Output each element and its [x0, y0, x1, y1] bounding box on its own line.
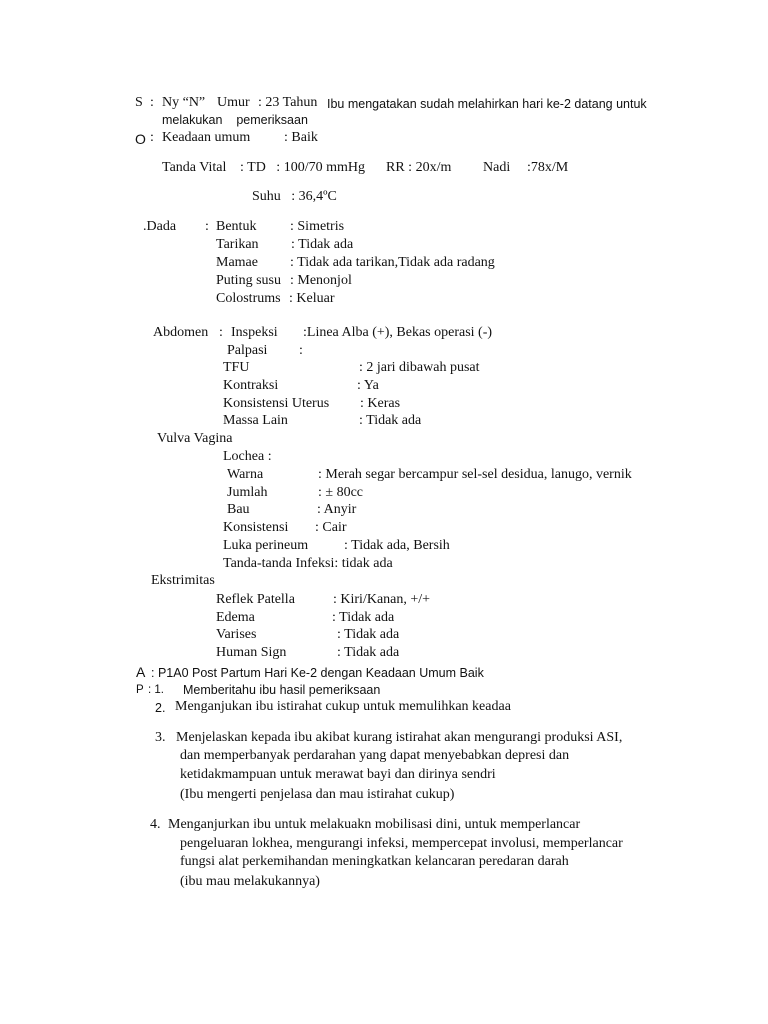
keadaan-umum-value: : Baik — [284, 130, 318, 145]
plan-item-text: (ibu mau melakukannya) — [180, 874, 320, 889]
konsistensi-value: : Cair — [315, 520, 347, 535]
ekstrimitas-value: : Tidak ada — [337, 645, 400, 660]
ekstrimitas-value: : Kiri/Kanan, +/+ — [333, 592, 431, 607]
dada-key: Tarikan — [216, 237, 259, 252]
luka-perineum-value: : Tidak ada, Bersih — [344, 538, 450, 553]
s-separator: : — [150, 95, 154, 110]
palpasi-label: Palpasi — [227, 343, 268, 358]
suhu-value: Suhu : 36,4ºC — [252, 189, 337, 204]
ekstrimitas-value: : Tidak ada — [332, 610, 395, 625]
plan-item-text: pengeluaran lokhea, mengurangi infeksi, mempercepat involusi, memperlancar — [180, 836, 623, 851]
tanda-vital-label: Tanda Vital — [162, 160, 227, 175]
plan-item-text: fungsi alat perkemihandan meningkatkan kelancaran peredaran darah — [180, 854, 569, 869]
luka-perineum-label: Luka perineum — [223, 538, 309, 553]
o-label: O — [135, 131, 146, 147]
p-label: P — [136, 684, 144, 696]
plan-item-number: 4. — [150, 817, 161, 832]
dada-value: : Menonjol — [290, 273, 352, 288]
plan-item-text: ketidakmampuan untuk merawat bayi dan dirinya sendri — [180, 767, 496, 782]
plan-item-text: Menganjurkan ibu untuk melakuakn mobilisasi dini, untuk memperlancar — [168, 817, 581, 832]
nadi-label: Nadi — [483, 160, 511, 175]
subjective-complaint-line2: melakukan pemeriksaan — [162, 113, 308, 127]
plan-item-text: Menganjukan ibu istirahat cukup untuk memulihkan keadaa — [175, 699, 511, 714]
abdomen-value: : 2 jari dibawah pusat — [359, 360, 480, 375]
plan-item-text: dan memperbanyak perdarahan yang dapat menyebabkan depresi dan — [180, 748, 570, 763]
lochea-key: Jumlah — [227, 485, 268, 500]
dada-key: Bentuk — [216, 219, 257, 234]
assessment-text: : P1A0 Post Partum Hari Ke-2 dengan Keadaan Umum Baik — [151, 666, 484, 680]
abdomen-key: Massa Lain — [223, 413, 288, 428]
plan-item-text: Memberitahu ibu hasil pemeriksaan — [183, 683, 381, 697]
tanda-infeksi: Tanda-tanda Infeksi: tidak ada — [223, 556, 393, 571]
abdomen-value: : Ya — [357, 378, 379, 393]
dada-label: .Dada — [143, 219, 177, 234]
subjective-complaint-line1: Ibu mengatakan sudah melahirkan hari ke-2 datang untuk — [327, 97, 647, 111]
abdomen-separator: : — [219, 325, 223, 340]
o-separator: : — [150, 130, 154, 145]
ekstrimitas-key: Varises — [216, 627, 257, 642]
plan-item-number: 3. — [155, 730, 166, 745]
ekstrimitas-key: Reflek Patella — [216, 592, 295, 607]
lochea-value: : ± 80cc — [318, 485, 364, 500]
keadaan-umum-label: Keadaan umum — [162, 130, 251, 145]
abdomen-label: Abdomen — [153, 325, 209, 340]
td-value: : TD : 100/70 mmHg — [240, 160, 365, 175]
patient-name: Ny “N” — [162, 95, 206, 110]
ekstrimitas-label: Ekstrimitas — [151, 573, 215, 588]
vulva-vagina-label: Vulva Vagina — [157, 431, 233, 446]
dada-key: Colostrums — [216, 291, 281, 306]
dada-key: Puting susu — [216, 273, 281, 288]
palpasi-separator: : — [299, 343, 303, 358]
plan-item-number: 2. — [155, 701, 166, 715]
inspeksi-value: :Linea Alba (+), Bekas operasi (-) — [303, 325, 493, 340]
dada-key: Mamae — [216, 255, 258, 270]
s-label: S — [135, 95, 143, 110]
inspeksi-label: Inspeksi — [231, 325, 278, 340]
ekstrimitas-value: : Tidak ada — [337, 627, 400, 642]
lochea-value: : Anyir — [317, 502, 357, 517]
plan-item-text: Menjelaskan kepada ibu akibat kurang istirahat akan mengurangi produksi ASI, — [176, 730, 623, 745]
plan-item-text: (Ibu mengerti penjelasa dan mau istirahat cukup) — [180, 787, 455, 802]
dada-value: : Simetris — [290, 219, 345, 234]
ekstrimitas-key: Edema — [216, 610, 255, 625]
rr-value: RR : 20x/m — [386, 160, 452, 175]
dada-value: : Keluar — [289, 291, 335, 306]
lochea-value: : Merah segar bercampur sel-sel desidua, lanugo, vernik — [318, 467, 632, 482]
abdomen-key: TFU — [223, 360, 250, 375]
abdomen-value: : Keras — [360, 396, 401, 411]
abdomen-value: : Tidak ada — [359, 413, 422, 428]
umur-label: Umur — [217, 95, 250, 110]
dada-value: : Tidak ada — [291, 237, 354, 252]
abdomen-key: Konsistensi Uterus — [223, 396, 330, 411]
lochea-key: Bau — [227, 502, 250, 517]
lochea-label: Lochea : — [223, 449, 272, 464]
ekstrimitas-key: Human Sign — [216, 645, 287, 660]
lochea-key: Warna — [227, 467, 264, 482]
dada-value: : Tidak ada tarikan,Tidak ada radang — [290, 255, 495, 270]
plan-item-number: : 1. — [148, 684, 164, 696]
nadi-value: :78x/M — [527, 160, 569, 175]
dada-separator: : — [205, 219, 209, 234]
konsistensi-label: Konsistensi — [223, 520, 289, 535]
abdomen-key: Kontraksi — [223, 378, 279, 393]
umur-value: : 23 Tahun — [258, 95, 318, 110]
a-label: A — [136, 664, 146, 680]
